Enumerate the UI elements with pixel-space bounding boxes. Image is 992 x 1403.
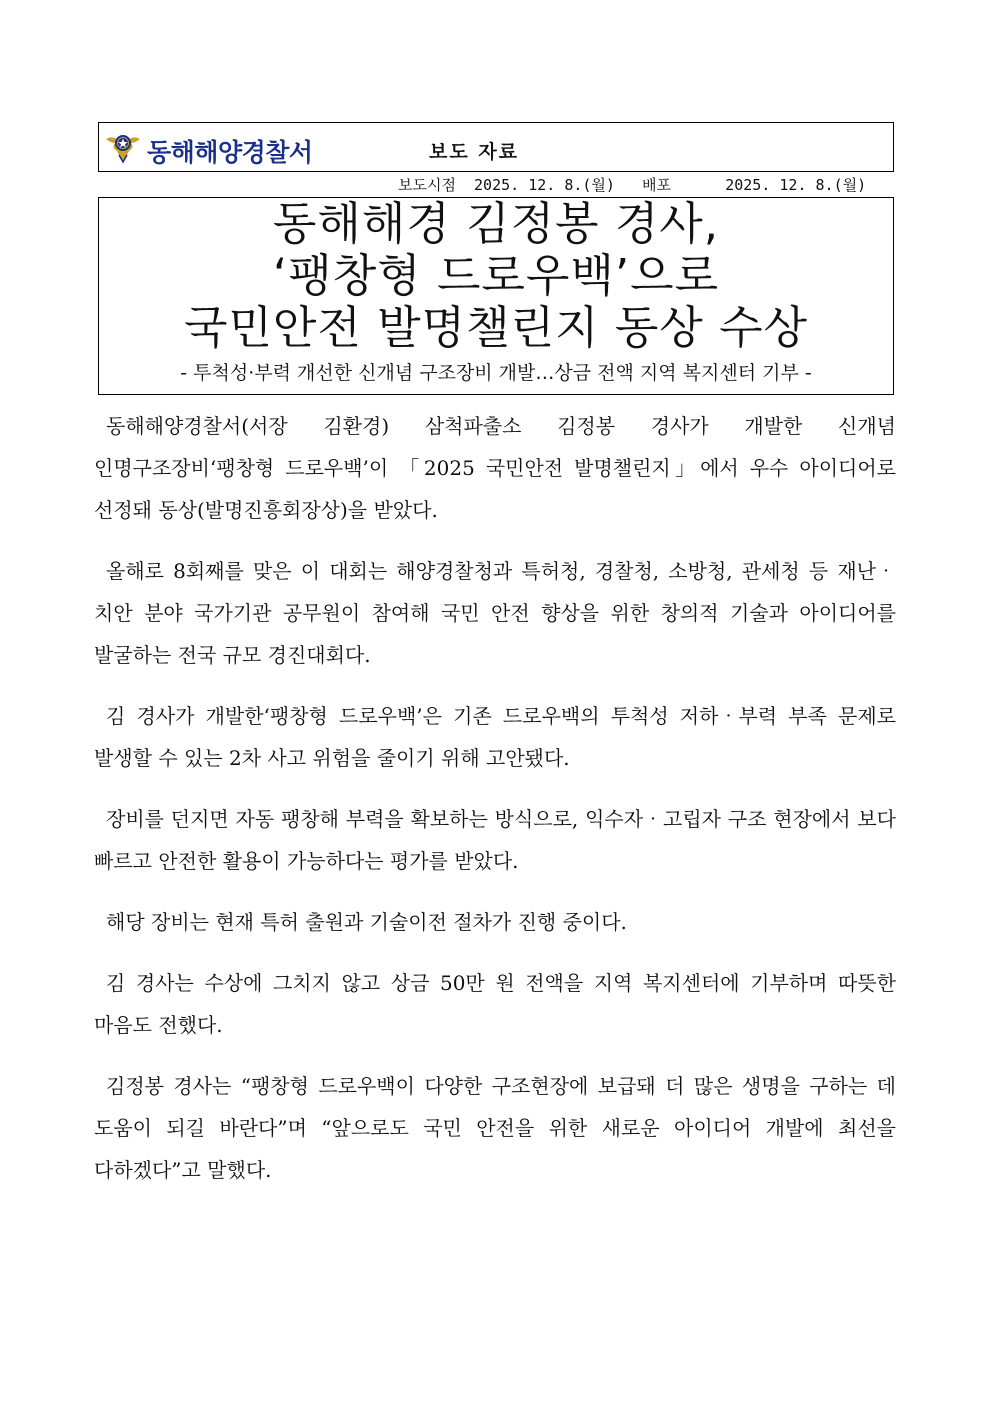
header-box xyxy=(98,122,894,172)
doc-type-label: 보도 자료 xyxy=(429,141,520,163)
body-paragraph: 동해해양경찰서(서장 김환경) 삼척파출소 김정봉 경사가 개발한 신개념 인명구조장비‘팽창형 드로우백’이 「2025 국민안전 발명챌린지」에서 우수 아이디어로 선정돼 동상(발명진흥회장상)을 받았다. xyxy=(94,414,896,522)
body-paragraph: 해당 장비는 현재 특허 출원과 기술이전 절차가 진행 중이다. xyxy=(106,910,627,934)
distribution-label: 배포 xyxy=(642,176,672,194)
article-body xyxy=(94,405,896,1210)
headline-line: 동해해경 김정봉 경사, xyxy=(272,197,720,250)
body-paragraph: 김 경사는 수상에 그치지 않고 상금 50만 원 전액을 지역 복지센터에 기부하며 따뜻한 마음도 전했다. xyxy=(94,971,896,1037)
headline-line: ‘팽창형 드로우백’으로 xyxy=(272,249,720,302)
headline-box xyxy=(98,197,894,395)
org-name: 동해해양경찰서 xyxy=(147,138,313,167)
body-paragraph: 김정봉 경사는 “팽창형 드로우백이 다양한 구조현장에 보급돼 더 많은 생명을 구하는 데 도움이 되길 바란다”며 “앞으로도 국민 안전을 위한 새로운 아이디어 개발에 최선을 다하겠다”고 말했다. xyxy=(94,1074,896,1182)
release-label: 보도시점 xyxy=(398,176,456,194)
body-paragraph: 김 경사가 개발한‘팽창형 드로우백’은 기존 드로우백의 투척성 저하‧부력 부족 문제로 발생할 수 있는 2차 사고 위험을 줄이기 위해 고안됐다. xyxy=(94,704,896,770)
distribution-date: 2025. 12. 8.(월) xyxy=(725,176,867,194)
headline-line: 국민안전 발명챌린지 동상 수상 xyxy=(183,301,809,354)
release-date: 2025. 12. 8.(월) xyxy=(474,176,615,194)
body-paragraph: 장비를 던지면 자동 팽창해 부력을 확보하는 방식으로, 익수자‧고립자 구조 현장에서 보다 빠르고 안전한 활용이 가능하다는 평가를 받았다. xyxy=(94,807,896,873)
release-dates xyxy=(398,174,866,195)
subheadline: - 투척성·부력 개선한 신개념 구조장비 개발…상금 전액 지역 복지센터 기부 - xyxy=(180,362,812,384)
coast-guard-emblem-icon xyxy=(105,129,141,165)
body-paragraph: 올해로 8회째를 맞은 이 대회는 해양경찰청과 특허청, 경찰청, 소방청, 관세청 등 재난‧치안 분야 국가기관 공무원이 참여해 국민 안전 향상을 위한 창의적 기술과 아이디어를 발굴하는 전국 규모 경진대회다. xyxy=(94,559,896,667)
headline xyxy=(99,198,893,354)
